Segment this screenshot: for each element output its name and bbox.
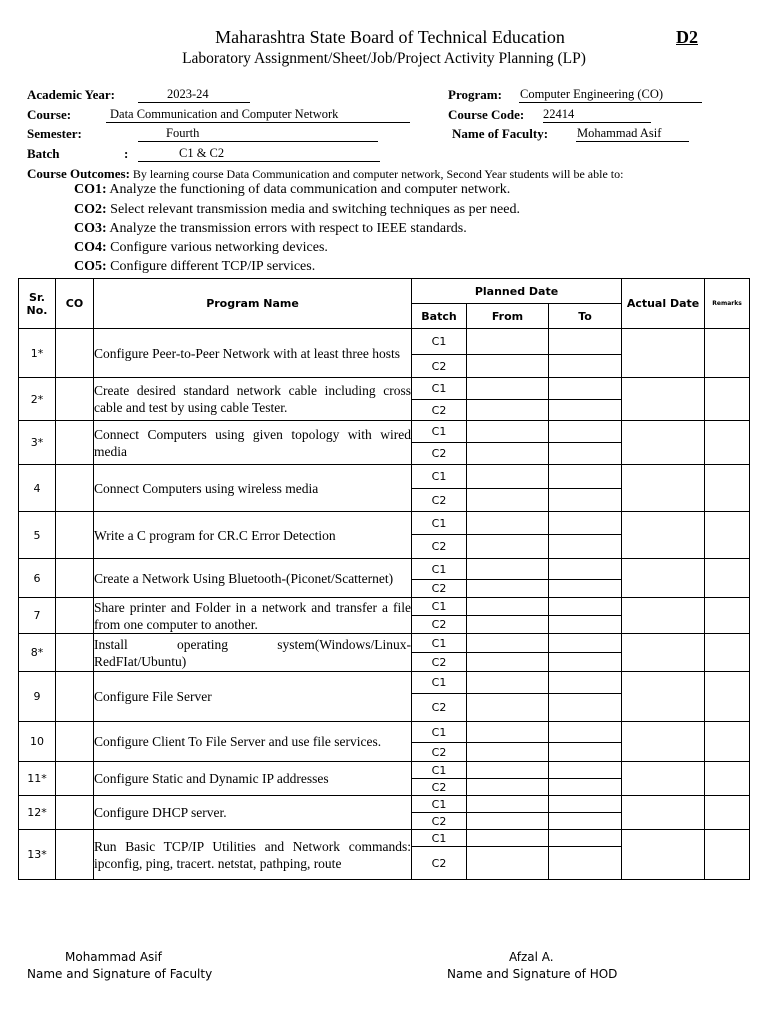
actual-date-cell: [622, 512, 705, 559]
actual-date-cell: [622, 672, 705, 722]
program-name-cell: Configure Client To File Server and use file services.: [94, 722, 412, 762]
remarks-cell: [705, 421, 750, 465]
to-date-cell: [549, 580, 622, 598]
program-name-cell: Configure DHCP server.: [94, 796, 412, 830]
batch-cell: C2: [412, 443, 467, 465]
from-date-cell: [467, 465, 549, 489]
batch-cell: C2: [412, 779, 467, 796]
to-date-cell: [549, 489, 622, 512]
sr-no-cell: 7: [19, 598, 56, 634]
co-cell: [56, 465, 94, 512]
co-cell: [56, 559, 94, 598]
co-cell: [56, 672, 94, 722]
actual-date-cell: [622, 634, 705, 672]
from-date-cell: [467, 400, 549, 421]
course-outcome-item: CO5: Configure different TCP/IP services.: [74, 259, 316, 274]
semester-label: Semester:: [27, 126, 82, 141]
from-date-cell: [467, 616, 549, 634]
table-row: [19, 559, 750, 580]
from-date-cell: [467, 847, 549, 880]
sr-no-cell: 4: [19, 465, 56, 512]
batch-cell: C1: [412, 465, 467, 489]
program-name-cell: Configure File Server: [94, 672, 412, 722]
program-name-cell: Run Basic TCP/IP Utilities and Network commands: ipconfig, ping, tracert. netstat, pathping, route: [94, 830, 412, 880]
batch-cell: C1: [412, 329, 467, 355]
to-date-cell: [549, 329, 622, 355]
table-row: [19, 722, 750, 743]
batch-colon: :: [124, 146, 129, 161]
from-date-cell: [467, 378, 549, 400]
activity-planning-table: [18, 278, 750, 880]
header-to: To: [549, 304, 622, 329]
sr-no-cell: 11*: [19, 762, 56, 796]
academic-year-label: Academic Year:: [27, 87, 115, 102]
from-date-cell: [467, 535, 549, 559]
batch-cell: C2: [412, 813, 467, 830]
batch-cell: C2: [412, 580, 467, 598]
from-date-cell: [467, 743, 549, 762]
from-date-cell: [467, 559, 549, 580]
sr-no-cell: 12*: [19, 796, 56, 830]
table-row: [19, 634, 750, 653]
course-label: Course:: [27, 107, 72, 122]
to-date-cell: [549, 598, 622, 616]
to-date-cell: [549, 616, 622, 634]
co-cell: [56, 634, 94, 672]
batch-cell: C1: [412, 598, 467, 616]
actual-date-cell: [622, 796, 705, 830]
sr-no-cell: 13*: [19, 830, 56, 880]
to-date-cell: [549, 796, 622, 813]
table-row: [19, 421, 750, 443]
from-date-cell: [467, 443, 549, 465]
to-date-cell: [549, 634, 622, 653]
batch-cell: C2: [412, 653, 467, 672]
from-date-cell: [467, 421, 549, 443]
header-from: From: [467, 304, 549, 329]
header-planned-date: Planned Date: [412, 279, 622, 304]
sr-no-cell: 5: [19, 512, 56, 559]
remarks-cell: [705, 559, 750, 598]
program-name-cell: Share printer and Folder in a network and transfer a file from one computer to another.: [94, 599, 411, 632]
header-sr-no: Sr. No.: [19, 279, 56, 329]
to-date-cell: [549, 743, 622, 762]
course-outcome-item: CO4: Configure various networking devices.: [74, 240, 328, 255]
table-row: [19, 598, 750, 616]
actual-date-cell: [622, 329, 705, 378]
to-date-cell: [549, 779, 622, 796]
to-date-cell: [549, 830, 622, 847]
table-row: [19, 512, 750, 535]
sr-no-cell: 6: [19, 559, 56, 598]
from-date-cell: [467, 580, 549, 598]
board-title: Maharashtra State Board of Technical Education: [215, 27, 565, 47]
to-date-cell: [549, 559, 622, 580]
hod-signature-caption: Name and Signature of HOD: [447, 967, 618, 981]
to-date-cell: [549, 465, 622, 489]
faculty-label: Name of Faculty:: [452, 126, 549, 141]
batch-cell: C1: [412, 796, 467, 813]
program-name-cell: Configure Static and Dynamic IP addresses: [94, 762, 412, 796]
course-code-label: Course Code:: [448, 107, 525, 122]
batch-cell: C1: [412, 421, 467, 443]
batch-cell: C1: [412, 378, 467, 400]
remarks-cell: [705, 329, 750, 378]
course-outcome-item: CO1: Analyze the functioning of data communication and computer network.: [74, 182, 511, 197]
to-date-cell: [549, 421, 622, 443]
batch-cell: C1: [412, 830, 467, 847]
actual-date-cell: [622, 465, 705, 512]
batch-cell: C2: [412, 400, 467, 421]
batch-cell: C1: [412, 634, 467, 653]
from-date-cell: [467, 329, 549, 355]
sr-no-cell: 8*: [19, 634, 56, 672]
from-date-cell: [467, 634, 549, 653]
batch-cell: C1: [412, 512, 467, 535]
batch-cell: C2: [412, 694, 467, 722]
actual-date-cell: [622, 559, 705, 598]
to-date-cell: [549, 378, 622, 400]
from-date-cell: [467, 779, 549, 796]
faculty-signature-name: Mohammad Asif: [65, 950, 162, 964]
remarks-cell: [705, 722, 750, 762]
table-row: [19, 378, 750, 400]
header-actual-date: Actual Date: [622, 279, 705, 329]
batch-cell: C2: [412, 847, 467, 880]
document-id: D2: [676, 27, 698, 47]
header-co: CO: [56, 279, 94, 329]
course-outcomes-heading: [27, 166, 623, 182]
table-row: [19, 672, 750, 694]
remarks-cell: [705, 634, 750, 672]
batch-label: Batch: [27, 146, 60, 161]
course-outcome-item: CO3: Analyze the transmission errors with respect to IEEE standards.: [74, 221, 467, 236]
batch-cell: C1: [412, 722, 467, 743]
from-date-cell: [467, 653, 549, 672]
remarks-cell: [705, 378, 750, 421]
from-date-cell: [467, 489, 549, 512]
co-cell: [56, 598, 94, 634]
to-date-cell: [549, 512, 622, 535]
batch-cell: C1: [412, 672, 467, 694]
faculty-signature-caption: Name and Signature of Faculty: [27, 967, 213, 981]
batch-cell: C1: [412, 559, 467, 580]
actual-date-cell: [622, 598, 705, 634]
remarks-cell: [705, 465, 750, 512]
table-row: [19, 830, 750, 847]
to-date-cell: [549, 400, 622, 421]
header-remarks: Remarks: [705, 279, 750, 329]
program-name-cell: Connect Computers using wireless media: [94, 465, 412, 512]
co-cell: [56, 421, 94, 465]
actual-date-cell: [622, 830, 705, 880]
header-batch: Batch: [412, 304, 467, 329]
program-name-cell: Create a Network Using Bluetooth-(Piconet/Scatternet): [94, 559, 412, 598]
to-date-cell: [549, 847, 622, 880]
co-cell: [56, 762, 94, 796]
course-outcome-item: CO2: Select relevant transmission media and switching techniques as per need.: [74, 202, 520, 217]
program-value: Computer Engineering (CO): [519, 87, 702, 103]
actual-date-cell: [622, 722, 705, 762]
academic-year-value: 2023-24: [138, 87, 250, 103]
batch-cell: C2: [412, 743, 467, 762]
table-row: [19, 329, 750, 355]
table-row: [19, 465, 750, 489]
sr-no-cell: 9: [19, 672, 56, 722]
to-date-cell: [549, 535, 622, 559]
from-date-cell: [467, 672, 549, 694]
actual-date-cell: [622, 378, 705, 421]
program-name-cell: Write a C program for CR.C Error Detection: [94, 512, 412, 559]
actual-date-cell: [622, 421, 705, 465]
to-date-cell: [549, 443, 622, 465]
remarks-cell: [705, 598, 750, 634]
batch-value: C1 & C2: [138, 146, 380, 162]
sr-no-cell: 3*: [19, 421, 56, 465]
course-value: Data Communication and Computer Network: [106, 107, 410, 123]
remarks-cell: [705, 830, 750, 880]
program-name-cell: Connect Computers using given topology with wired media: [94, 421, 412, 465]
from-date-cell: [467, 355, 549, 378]
batch-cell: C2: [412, 535, 467, 559]
to-date-cell: [549, 722, 622, 743]
faculty-value: Mohammad Asif: [576, 126, 689, 142]
sr-no-cell: 10: [19, 722, 56, 762]
course-code-value: 22414: [543, 107, 651, 123]
actual-date-cell: [622, 762, 705, 796]
sr-no-cell: 1*: [19, 329, 56, 378]
to-date-cell: [549, 762, 622, 779]
from-date-cell: [467, 830, 549, 847]
from-date-cell: [467, 512, 549, 535]
table-row: [19, 796, 750, 813]
course-outcomes-intro: By learning course Data Communication and computer network, Second Year students will be able to:: [132, 167, 624, 181]
to-date-cell: [549, 672, 622, 694]
to-date-cell: [549, 355, 622, 378]
from-date-cell: [467, 796, 549, 813]
from-date-cell: [467, 598, 549, 616]
batch-cell: C2: [412, 355, 467, 378]
remarks-cell: [705, 796, 750, 830]
table-row: [19, 762, 750, 779]
document-subtitle: Laboratory Assignment/Sheet/Job/Project Activity Planning (LP): [182, 50, 586, 67]
from-date-cell: [467, 762, 549, 779]
remarks-cell: [705, 512, 750, 559]
to-date-cell: [549, 653, 622, 672]
program-name-cell: Configure Peer-to-Peer Network with at least three hosts: [94, 329, 412, 378]
program-label: Program:: [448, 87, 502, 102]
co-cell: [56, 796, 94, 830]
remarks-cell: [705, 672, 750, 722]
to-date-cell: [549, 694, 622, 722]
co-cell: [56, 830, 94, 880]
table-body: [19, 329, 750, 880]
sr-no-cell: 2*: [19, 378, 56, 421]
co-cell: [56, 722, 94, 762]
co-cell: [56, 512, 94, 559]
program-name-cell: Install operating system(Windows/Linux-RedFIat/Ubuntu): [94, 634, 412, 672]
semester-value: Fourth: [138, 126, 378, 142]
from-date-cell: [467, 722, 549, 743]
batch-cell: C2: [412, 489, 467, 512]
co-cell: [56, 329, 94, 378]
batch-cell: C1: [412, 762, 467, 779]
header-program-name: Program Name: [94, 279, 412, 329]
to-date-cell: [549, 813, 622, 830]
program-name-cell: Create desired standard network cable including cross cable and test by using cable Tester.: [94, 378, 412, 421]
co-cell: [56, 378, 94, 421]
remarks-cell: [705, 762, 750, 796]
hod-signature-name: Afzal A.: [509, 950, 554, 964]
from-date-cell: [467, 813, 549, 830]
from-date-cell: [467, 694, 549, 722]
course-outcomes-label: Course Outcomes:: [27, 166, 130, 181]
batch-cell: C2: [412, 616, 467, 634]
